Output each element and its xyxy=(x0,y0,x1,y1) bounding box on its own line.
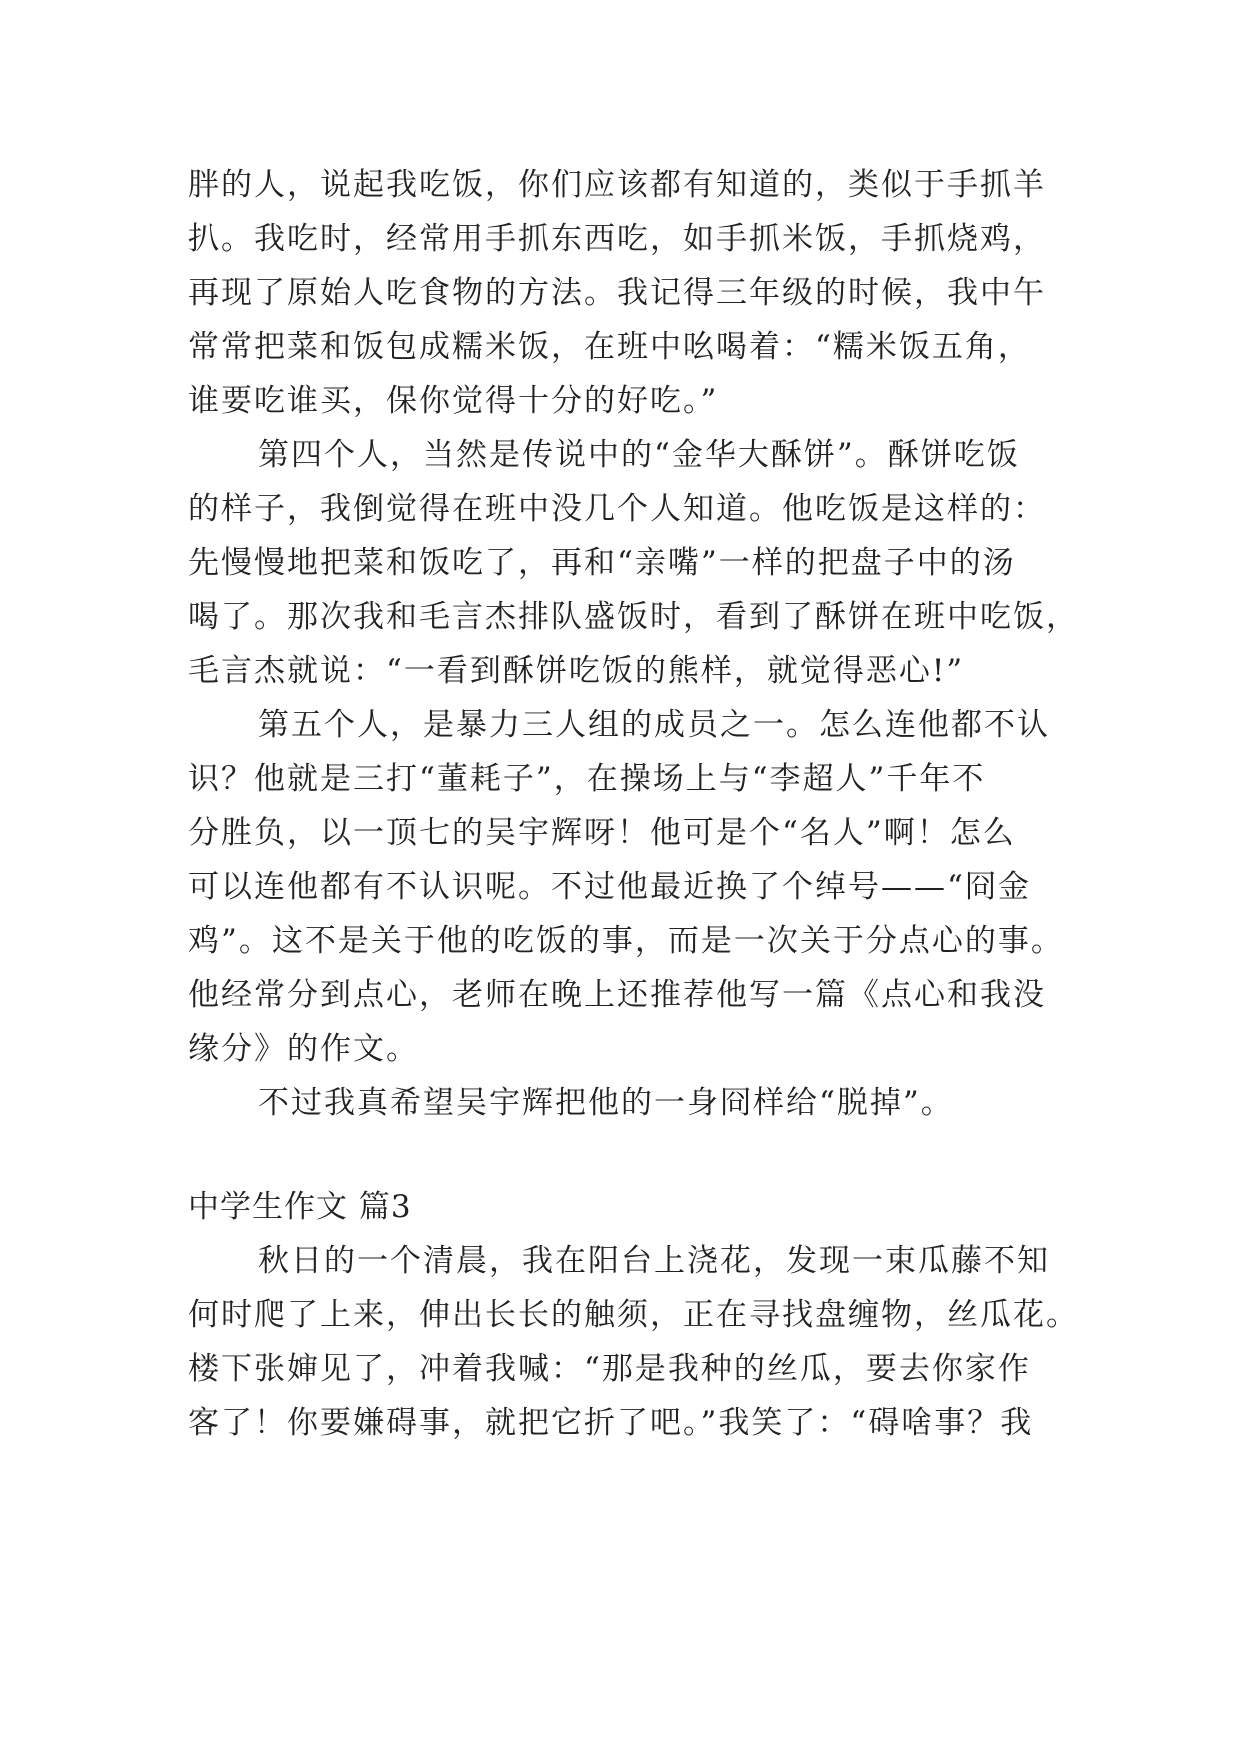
text-line: 鸡”。这不是关于他的吃饭的事，而是一次关于分点心的事。 xyxy=(188,923,1064,959)
text-line: 的样子，我倒觉得在班中没几个人知道。他吃饭是这样的： xyxy=(188,491,1046,527)
paragraph-2 xyxy=(188,428,1079,698)
text-line: 喝了。那次我和毛言杰排队盛饭时，看到了酥饼在班中吃饭， xyxy=(188,599,1079,635)
paragraph-5 xyxy=(188,1234,1079,1450)
text-line: 胖的人，说起我吃饭，你们应该都有知道的，类似于手抓羊 xyxy=(188,167,1046,203)
text-line: 秋日的一个清晨，我在阳台上浇花，发现一束瓜藤不知 xyxy=(258,1243,1050,1279)
text-line: 谁要吃谁买，保你觉得十分的好吃。” xyxy=(188,383,719,419)
text-line: 第四个人，当然是传说中的“金华大酥饼”。酥饼吃饭 xyxy=(258,437,1020,473)
text-line: 何时爬了上来，伸出长长的触须，正在寻找盘缠物，丝瓜花。 xyxy=(188,1297,1079,1333)
document-body xyxy=(188,158,1079,1450)
paragraph-4 xyxy=(188,1076,1068,1130)
paragraph-3 xyxy=(188,698,1068,1076)
text-line: 楼下张婶见了，冲着我喊：“那是我种的丝瓜，要去你家作 xyxy=(188,1351,1031,1387)
text-line: 缘分》的作文。 xyxy=(188,1031,419,1067)
section-gap xyxy=(188,1130,1068,1180)
text-line: 扒。我吃时，经常用手抓东西吃，如手抓米饭，手抓烧鸡， xyxy=(188,221,1046,257)
text-line: 客了！你要嫌碍事，就把它折了吧。”我笑了：“碍啥事？我 xyxy=(188,1405,1034,1441)
text-line: 先慢慢地把菜和饭吃了，再和“亲嘴”一样的把盘子中的汤 xyxy=(188,545,1016,581)
text-line: 分胜负，以一顶七的吴宇辉呀！他可是个“名人”啊！怎么 xyxy=(188,815,1016,851)
section-heading: 中学生作文 篇3 xyxy=(188,1189,412,1225)
text-line: 识？他就是三打“董耗子”，在操场上与“李超人”千年不 xyxy=(188,761,986,797)
paragraph-1 xyxy=(188,158,1068,428)
text-line: 第五个人，是暴力三人组的成员之一。怎么连他都不认 xyxy=(258,707,1050,743)
text-line: 再现了原始人吃食物的方法。我记得三年级的时候，我中午 xyxy=(188,275,1046,311)
text-line: 毛言杰就说：“一看到酥饼吃饭的熊样，就觉得恶心!” xyxy=(188,653,965,689)
text-line: 他经常分到点心，老师在晚上还推荐他写一篇《点心和我没 xyxy=(188,977,1046,1013)
text-line: 常常把菜和饭包成糯米饭，在班中吆喝着：“糯米饭五角， xyxy=(188,329,1031,365)
text-line: 不过我真希望吴宇辉把他的一身冏样给“脱掉”。 xyxy=(258,1085,954,1121)
text-line: 可以连他都有不认识呢。不过他最近换了个绰号——“冏金 xyxy=(188,869,1031,905)
